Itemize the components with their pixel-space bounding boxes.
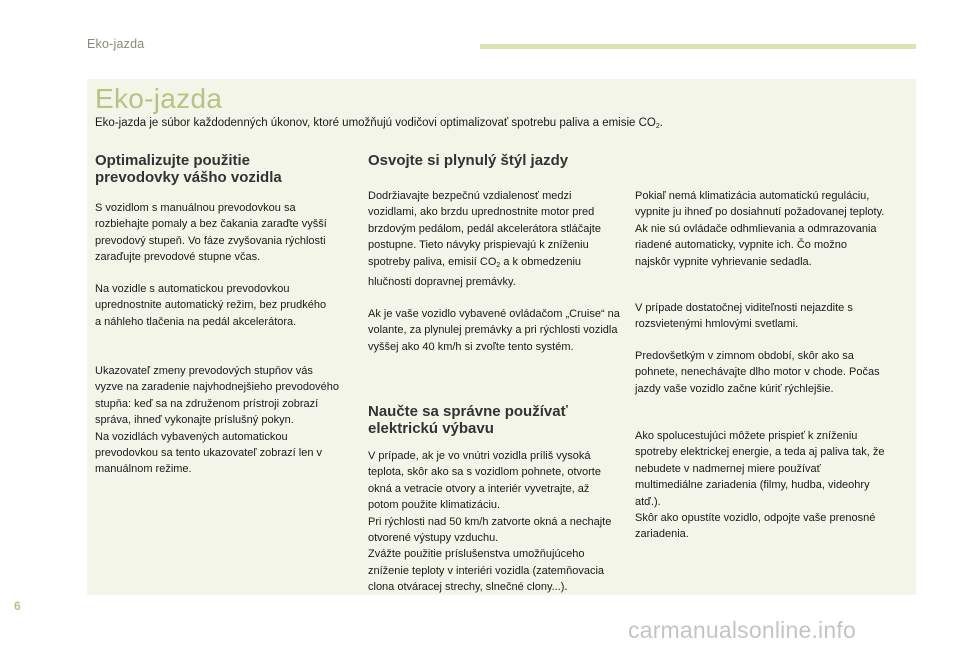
col1-heading: Optimalizujte použitie prevodovky vášho vozidla <box>95 152 282 186</box>
col1-paragraph-3: Ukazovateľ zmeny prevodových stupňov vás vyzve na zaradenie najvhodnejšieho prevodového stupňa: keď sa na združenom prístroji zobrazí správa, ihneď vykonajte príslušný pokyn. Na vozidlách vybavených automatickou prevodovkou sa tento ukazovateľ zobrazí len v manuálnom režime. <box>95 365 340 476</box>
col3-paragraph-3: Predovšetkým v zimnom období, skôr ako sa pohnete, nenechávajte dlho motor v chode. Počas jazdy vaše vozidlo začne kúriť rýchlejšie. <box>635 350 880 395</box>
page-number: 6 <box>14 599 21 613</box>
col3-paragraph-2: V prípade dostatočnej viditeľnosti nejazdite s rozsvietenými hmlovými svetlami. <box>635 302 853 331</box>
col2-heading-1: Osvojte si plynulý štýl jazdy <box>368 152 569 169</box>
col2-heading-2: Naučte sa správne používať elektrickú výbavu <box>368 403 568 437</box>
col2-paragraph-1 <box>368 188 604 290</box>
intro-tail: . <box>659 117 663 129</box>
intro-text <box>95 116 895 134</box>
col3-paragraph-1: Pokiaľ nemá klimatizácia automatickú reguláciu, vypnite ju ihneď po dosiahnutí požadovanej teploty. Ak nie sú ovládače odhmlievania a odmrazovania riadené automaticky, vypnite ich. Čo možno najskôr vypnite vyhrievanie sedadla. <box>635 190 885 268</box>
intro-subscript: 2 <box>655 123 660 130</box>
col2-paragraph-1-body: Dodržiavajte bezpečnú vzdialenosť medzi vozidlami, ako brzdu uprednostnite motor pred brzdovým pedálom, pedál akcelerátora stláčajte postupne. Tieto návyky prispievajú k zníženiu spotreby paliva, emisií CO <box>368 190 601 268</box>
col2-paragraph-1-tail: a k obmedzeniu hlučnosti dopravnej premávky. <box>368 255 582 289</box>
section-header-label: Eko-jazda <box>87 37 145 51</box>
col1-paragraph-1: S vozidlom s manuálnou prevodovkou sa rozbiehajte pomaly a bez čakania zaraďte vyšší prevodový stupeň. Vo fáze zvyšovania rýchlosti zaraďujte prevodové stupne včas. <box>95 202 327 264</box>
intro-body: Eko-jazda je súbor každodenných úkonov, ktoré umožňujú vodičovi optimalizovať spotrebu paliva a emisie CO <box>95 117 656 129</box>
col2-paragraph-3: V prípade, ak je vo vnútri vozidla príliš vysoká teplota, skôr ako sa s vozidlom pohnete, otvorte okná a vetracie otvory a interiér vyvetrajte, až potom použite klimatizáciu. Pri rýchlosti nad 50 km/h zatvorte okná a nechajte otvorené výstupy vzduchu. Zvážte použitie príslušenstva umožňujúceho zníženie teploty v interiéri vozidla (zatemňovacia clona otváracej strechy, slnečné clony...). <box>368 450 612 594</box>
page-title: Eko-jazda <box>95 83 223 114</box>
watermark: carmanualsonline.info <box>628 617 856 643</box>
section-header-bar <box>480 44 916 49</box>
co2-subscript: 2 <box>496 261 501 269</box>
col1-paragraph-2: Na vozidle s automatickou prevodovkou uprednostnite automatický režim, bez prudkého a náhleho tlačenia na pedál akcelerátora. <box>95 283 327 328</box>
col3-paragraph-4: Ako spolucestujúci môžete prispieť k zníženiu spotreby elektrickej energie, a teda aj paliva tak, že nebudete v nadmernej miere používať multimediálne zariadenia (filmy, hudba, videohry atď.). Skôr ako opustíte vozidlo, odpojte vaše prenosné zariadenia. <box>635 430 885 541</box>
col2-paragraph-2: Ak je vaše vozidlo vybavené ovládačom „Cruise“ na volante, za plynulej premávky a pri rýchlosti vozidla vyššej ako 40 km/h si zvoľte tento systém. <box>368 308 620 353</box>
